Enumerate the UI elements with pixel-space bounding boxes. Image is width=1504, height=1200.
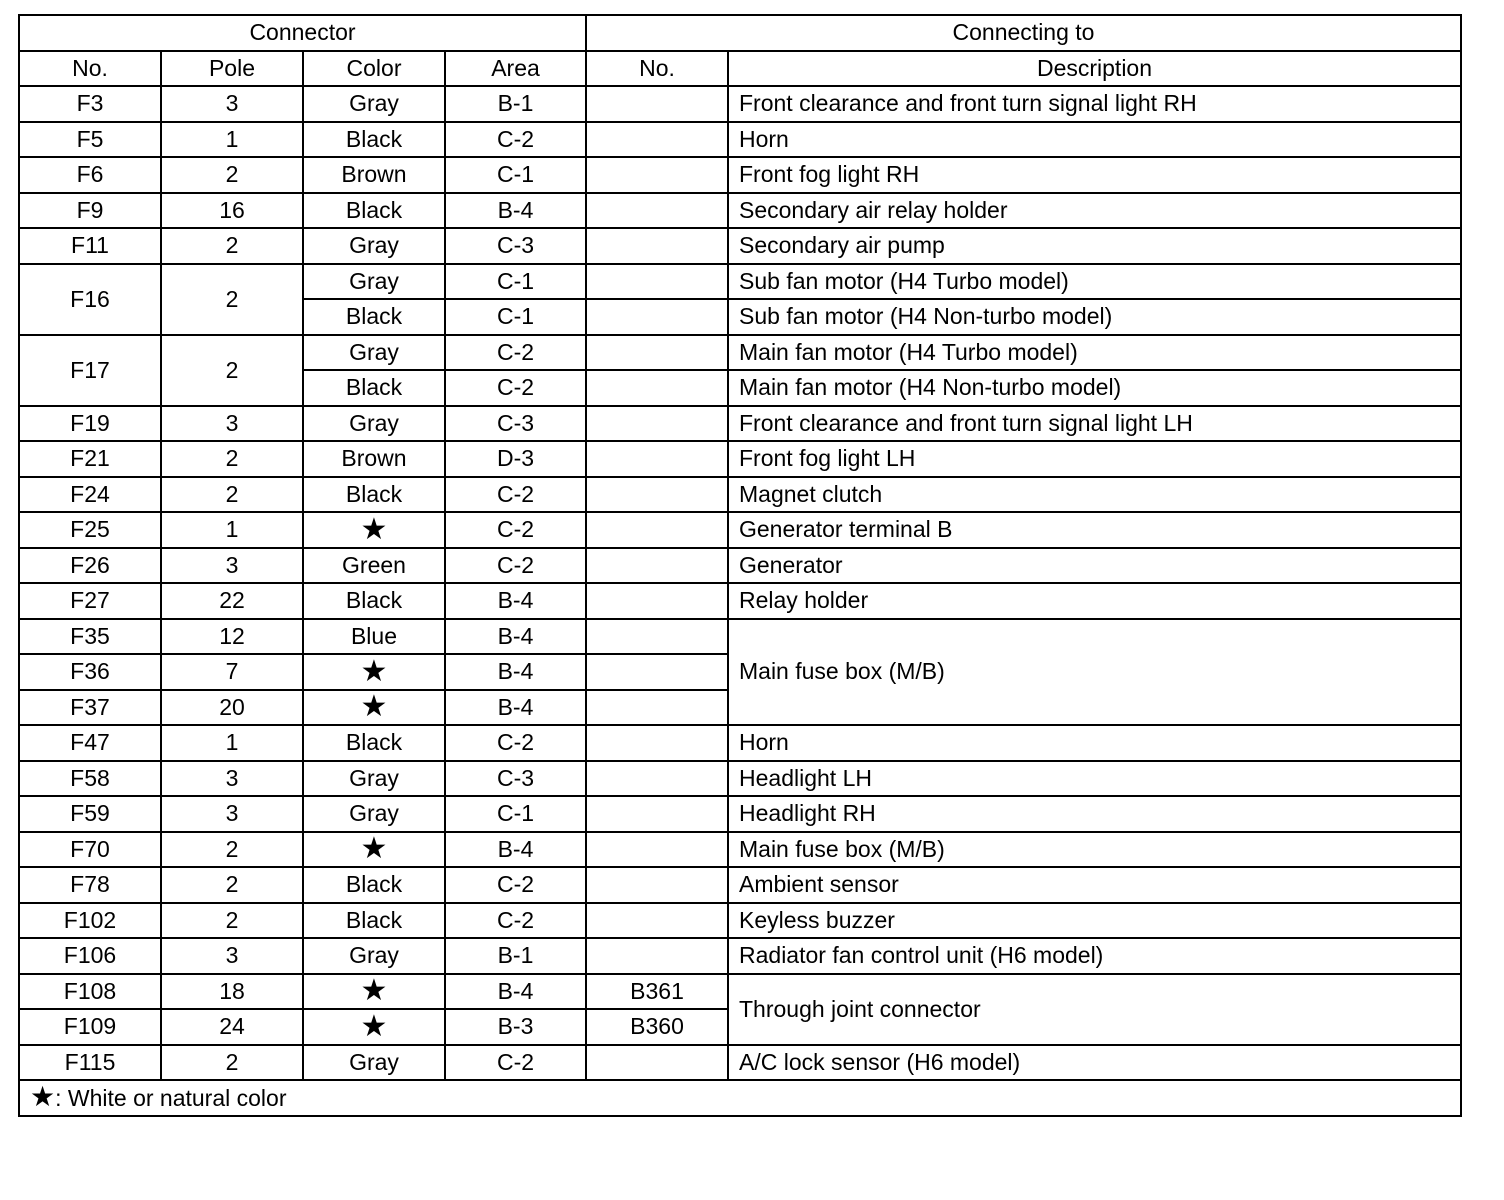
table-row [19,619,1461,655]
description: Sub fan motor (H4 Turbo model) [728,264,1461,300]
color-value: Black [303,477,445,513]
connecting-no [586,299,728,335]
connecting-no [586,86,728,122]
area-value: B-4 [445,832,586,868]
description: Magnet clutch [728,477,1461,513]
color-value: Black [303,903,445,939]
star-icon: ★ [360,832,388,866]
description: Generator [728,548,1461,584]
header-description: Description [728,51,1461,87]
connector-no: F17 [19,335,161,406]
description: Generator terminal B [728,512,1461,548]
pole-count: 2 [161,867,303,903]
connecting-no [586,477,728,513]
connector-no: F24 [19,477,161,513]
description: Main fan motor (H4 Non-turbo model) [728,370,1461,406]
pole-count: 3 [161,86,303,122]
description: Main fuse box (M/B) [728,619,1461,726]
pole-count: 16 [161,193,303,229]
star-icon: ★ [360,690,388,724]
connector-no: F78 [19,867,161,903]
area-value: B-4 [445,583,586,619]
connecting-no [586,761,728,797]
connecting-no [586,228,728,264]
star-icon: ★ [360,654,388,688]
area-value: C-2 [445,1045,586,1081]
header-pole: Pole [161,51,303,87]
area-value: C-2 [445,548,586,584]
table-row [19,974,1461,1010]
connector-no: F25 [19,512,161,548]
pole-count: 2 [161,157,303,193]
description: Headlight LH [728,761,1461,797]
connecting-no [586,264,728,300]
header-group-row [19,15,1461,51]
area-value: C-3 [445,761,586,797]
color-value: Green [303,548,445,584]
area-value: B-3 [445,1009,586,1045]
connector-no: F27 [19,583,161,619]
pole-count: 7 [161,654,303,690]
pole-count: 2 [161,335,303,406]
description: Secondary air relay holder [728,193,1461,229]
table-row [19,157,1461,193]
pole-count: 12 [161,619,303,655]
table-row [19,938,1461,974]
color-value: Gray [303,335,445,371]
connecting-no [586,654,728,690]
area-value: C-1 [445,264,586,300]
table-row [19,477,1461,513]
color-value: Black [303,122,445,158]
connecting-no [586,441,728,477]
table-row [19,548,1461,584]
color-value: Black [303,299,445,335]
connector-no: F37 [19,690,161,726]
header-connecting-to: Connecting to [586,15,1461,51]
connecting-no [586,832,728,868]
table-row [19,512,1461,548]
connecting-no [586,796,728,832]
connecting-no [586,370,728,406]
connecting-no [586,725,728,761]
pole-count: 2 [161,903,303,939]
color-value [303,690,445,726]
table-row [19,441,1461,477]
color-value: Gray [303,1045,445,1081]
description: Relay holder [728,583,1461,619]
description: Horn [728,122,1461,158]
pole-count: 2 [161,228,303,264]
connector-no: F35 [19,619,161,655]
table-row [19,725,1461,761]
header-connector: Connector [19,15,586,51]
connector-no: F36 [19,654,161,690]
area-value: B-1 [445,938,586,974]
area-value: B-4 [445,690,586,726]
color-value: Gray [303,761,445,797]
connector-no: F5 [19,122,161,158]
color-value: Gray [303,938,445,974]
area-value: C-2 [445,477,586,513]
pole-count: 3 [161,548,303,584]
area-value: C-2 [445,512,586,548]
description: Ambient sensor [728,867,1461,903]
area-value: B-1 [445,86,586,122]
description: Main fan motor (H4 Turbo model) [728,335,1461,371]
table-row [19,264,1461,300]
color-value [303,1009,445,1045]
area-value: B-4 [445,619,586,655]
area-value: B-4 [445,654,586,690]
legend [19,1080,1461,1116]
connecting-no [586,938,728,974]
area-value: B-4 [445,193,586,229]
color-value [303,654,445,690]
pole-count: 3 [161,796,303,832]
legend-row [19,1080,1461,1116]
description: A/C lock sensor (H6 model) [728,1045,1461,1081]
connecting-no [586,690,728,726]
connecting-no [586,583,728,619]
description: Front fog light LH [728,441,1461,477]
connecting-no [586,619,728,655]
header-area: Area [445,51,586,87]
table-row [19,228,1461,264]
connector-no: F3 [19,86,161,122]
connecting-no [586,512,728,548]
description: Keyless buzzer [728,903,1461,939]
connector-no: F16 [19,264,161,335]
connector-no: F109 [19,1009,161,1045]
connecting-no [586,548,728,584]
color-value: Black [303,370,445,406]
star-icon: ★ [30,1081,56,1113]
connector-no: F47 [19,725,161,761]
pole-count: 2 [161,477,303,513]
pole-count: 2 [161,441,303,477]
pole-count: 3 [161,761,303,797]
color-value: Black [303,725,445,761]
table-row [19,867,1461,903]
pole-count: 3 [161,938,303,974]
table-row [19,583,1461,619]
area-value: C-3 [445,228,586,264]
pole-count: 1 [161,725,303,761]
color-value: Black [303,867,445,903]
connector-no: F9 [19,193,161,229]
area-value: C-1 [445,299,586,335]
connecting-no [586,157,728,193]
connecting-no [586,867,728,903]
header-connecting-no: No. [586,51,728,87]
description: Radiator fan control unit (H6 model) [728,938,1461,974]
table-row [19,193,1461,229]
header-no: No. [19,51,161,87]
area-value: C-2 [445,335,586,371]
description: Front clearance and front turn signal light RH [728,86,1461,122]
connecting-no [586,1045,728,1081]
pole-count: 24 [161,1009,303,1045]
table-row [19,761,1461,797]
table-row [19,86,1461,122]
connecting-no [586,406,728,442]
star-icon: ★ [360,1009,388,1043]
pole-count: 1 [161,122,303,158]
connecting-no [586,903,728,939]
connector-no: F19 [19,406,161,442]
area-value: C-1 [445,157,586,193]
pole-count: 2 [161,1045,303,1081]
pole-count: 20 [161,690,303,726]
area-value: C-2 [445,370,586,406]
pole-count: 3 [161,406,303,442]
pole-count: 2 [161,832,303,868]
color-value: Gray [303,264,445,300]
table-row [19,796,1461,832]
connector-no: F115 [19,1045,161,1081]
area-value: C-2 [445,867,586,903]
description: Through joint connector [728,974,1461,1045]
area-value: C-2 [445,903,586,939]
table-row [19,832,1461,868]
header-color: Color [303,51,445,87]
color-value: Gray [303,228,445,264]
connecting-no [586,193,728,229]
color-value [303,832,445,868]
description: Secondary air pump [728,228,1461,264]
connector-no: F59 [19,796,161,832]
color-value: Black [303,583,445,619]
color-value [303,974,445,1010]
pole-count: 22 [161,583,303,619]
color-value: Blue [303,619,445,655]
description: Front clearance and front turn signal light LH [728,406,1461,442]
area-value: B-4 [445,974,586,1010]
table-row [19,335,1461,371]
color-value [303,512,445,548]
color-value: Gray [303,796,445,832]
area-value: C-3 [445,406,586,442]
header-column-row [19,51,1461,87]
table-row [19,1045,1461,1081]
table-row [19,903,1461,939]
area-value: C-2 [445,725,586,761]
color-value: Gray [303,86,445,122]
area-value: D-3 [445,441,586,477]
connector-no: F70 [19,832,161,868]
connector-no: F102 [19,903,161,939]
connector-no: F21 [19,441,161,477]
star-icon: ★ [360,974,388,1008]
pole-count: 2 [161,264,303,335]
connecting-no: B361 [586,974,728,1010]
connecting-no [586,122,728,158]
connecting-no: B360 [586,1009,728,1045]
connector-no: F11 [19,228,161,264]
description: Horn [728,725,1461,761]
area-value: C-2 [445,122,586,158]
connector-no: F106 [19,938,161,974]
description: Headlight RH [728,796,1461,832]
connector-no: F58 [19,761,161,797]
color-value: Gray [303,406,445,442]
connecting-no [586,335,728,371]
connector-table [18,14,1462,1117]
color-value: Brown [303,441,445,477]
description: Sub fan motor (H4 Non-turbo model) [728,299,1461,335]
connector-no: F6 [19,157,161,193]
connector-no: F26 [19,548,161,584]
connector-no: F108 [19,974,161,1010]
description: Front fog light RH [728,157,1461,193]
color-value: Brown [303,157,445,193]
pole-count: 1 [161,512,303,548]
star-icon: ★ [360,512,388,546]
legend-text: : White or natural color [55,1085,287,1112]
description: Main fuse box (M/B) [728,832,1461,868]
table-row [19,406,1461,442]
area-value: C-1 [445,796,586,832]
pole-count: 18 [161,974,303,1010]
table-row [19,122,1461,158]
color-value: Black [303,193,445,229]
